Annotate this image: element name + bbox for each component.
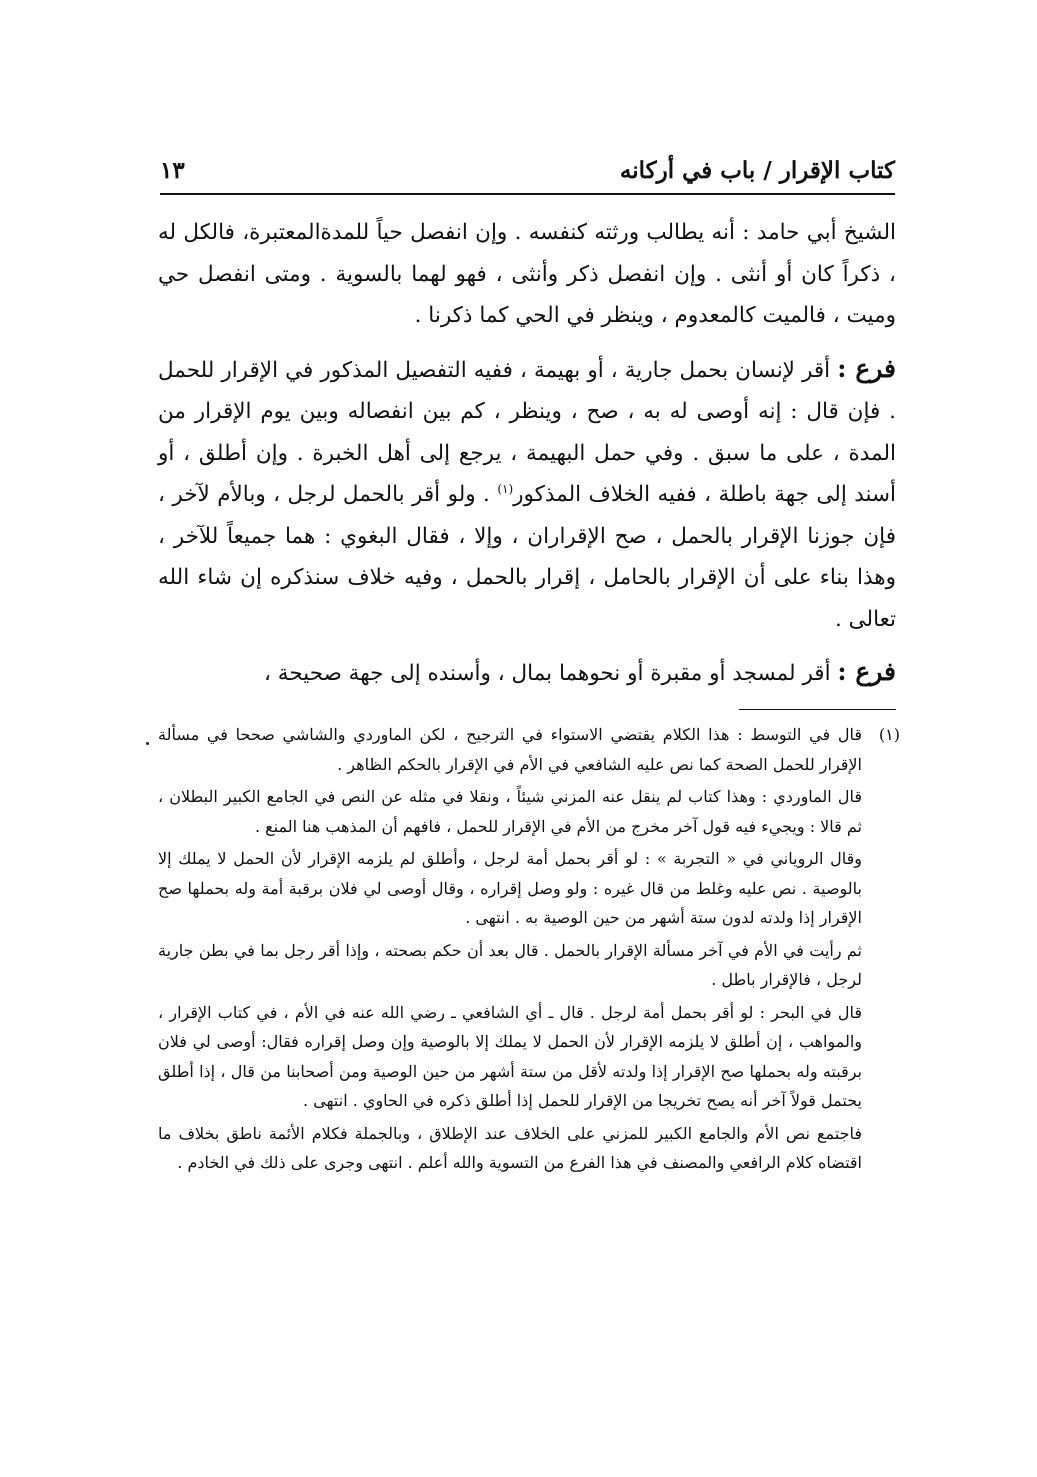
paragraph-2 [158,348,896,641]
footnote-paragraph: فاجتمع نص الأم والجامع الكبير للمزني على الخلاف عند الإطلاق ، وبالجملة فكلام الأئمة ناطق بخلاف ما اقتضاه كلام الرافعي والمصنف في هذا الفرع من التسوية والله أعلم . انتهى وجرى على ذلك في الخادم . [158,1123,862,1172]
footnote-separator [739,709,896,710]
footnote-number: (١) [878,725,900,744]
header-title: كتاب الإقرار / باب في أركانه [619,156,895,184]
branch-label: فرع : [837,657,896,686]
footnote-paragraph: ثم رأيت في الأم في آخر مسألة الإقرار بالحمل . قال بعد أن حكم بصحته ، وإذا أقر رجل بما في بطن جارية لرجل ، فالإقرار باطل . [158,940,862,989]
footnote-reference: (١) [497,481,514,496]
footnote-paragraph: وقال الروياني في « التجربة » : لو أقر بحمل أمة لرجل ، وأطلق لم يلزمه الإقرار لأن الحمل لا يملك إلا بالوصية . نص عليه وغلط من قال غيره : ولو وصل إقراره ، وقال أوصى لي فلان برقبة أمة وله بحملها صح الإقرار إذا ولدته لدون ستة أشهر من حين الوصية به . انتهى . [158,849,862,927]
main-text [158,212,896,708]
header-rule [160,193,895,195]
paragraph-3-text: أقر لمسجد أو مقبرة أو نحوهما بمال ، وأسنده إلى جهة صحيحة ، [264,661,831,686]
running-header [160,148,895,192]
margin-dot [146,742,149,745]
footnote-body [158,720,862,1181]
footnote-paragraph: قال في البحر : لو أقر بحمل أمة لرجل . قال ـ أي الشافعي ـ رضي الله عنه في الأم ، في كتاب الإقرار ، والمواهب ، إن أطلق لا يلزمه الإقرار لأن الحمل لا يملك إلا بالوصية وإن وصل إقراره فقال: أوصى لي فلان برقبته وله بحملها صح الإقرار إذا ولدته لأقل من ستة أشهر من حين الوصية ومن أصحابنا من قال ، إذا أطلق يحتمل قولاً آخر أنه يصح تخريجا من الإقرار للحمل إذا أطلق ذكره في الحاوي . انتهى . [158,1002,863,1110]
footnote-paragraph: قال الماوردي : وهذا كتاب لم ينقل عنه المزني شيئاً ، ونقلا في مثله عن النص في الجامع الكبير البطلان ، ثم قالا : ويجيء فيه قول آخر مخرج من الأم في الإقرار للحمل ، فافهم أن المذهب هنا المنع . [158,787,862,836]
footnote-1 [158,720,900,1181]
paragraph-2-text-b: . ولو أقر بالحمل لرجل ، وبالأم لآخر ، فإن جوزنا الإقرار بالحمل ، صح الإقراران ، وإلا ، فقال البغوي : هما جميعاً للآخر ، وهذا بناء على أن الإقرار بالحامل ، إقرار بالحمل ، وفيه خلاف سنذكره إن شاء الله تعالى . [158,482,896,632]
paragraph-1: الشيخ أبي حامد : أنه يطالب ورثته كنفسه . وإن انفصل حياً للمدةالمعتبرة، فالكل له ، ذكراً كان أو أنثى . وإن انفصل ذكر وأنثى ، فهو لهما بالسوية . ومتى انفصل حي وميت ، فالميت كالمعدوم ، وينظر في الحي كما ذكرنا . [158,220,896,328]
paragraph-2-text-a: أقر لإنسان بحمل جارية ، أو بهيمة ، ففيه التفصيل المذكور في الإقرار للحمل . فإن قال : إنه أوصى له به ، صح ، وينظر ، كم بين انفصاله وبين يوم الإقرار من المدة ، على ما سبق . وفي حمل البهيمة ، يرجع إلى أهل الخبرة . وإن أطلق ، أو أسند إلى جهة باطلة ، ففيه الخلاف المذكور [158,357,896,507]
footnotes [158,720,900,1181]
branch-label: فرع : [837,353,897,383]
page-number: ١٣ [160,156,185,184]
footnote-paragraph: قال في التوسط : هذا الكلام يقتضي الاستواء في الترجيح ، لكن الماوردي والشاشي صححا في مسألة الإقرار للحمل الصحة كما نص عليه الشافعي في الأم في الإقرار بالحكم الظاهر . [158,725,862,774]
paragraph-3 [158,651,896,695]
